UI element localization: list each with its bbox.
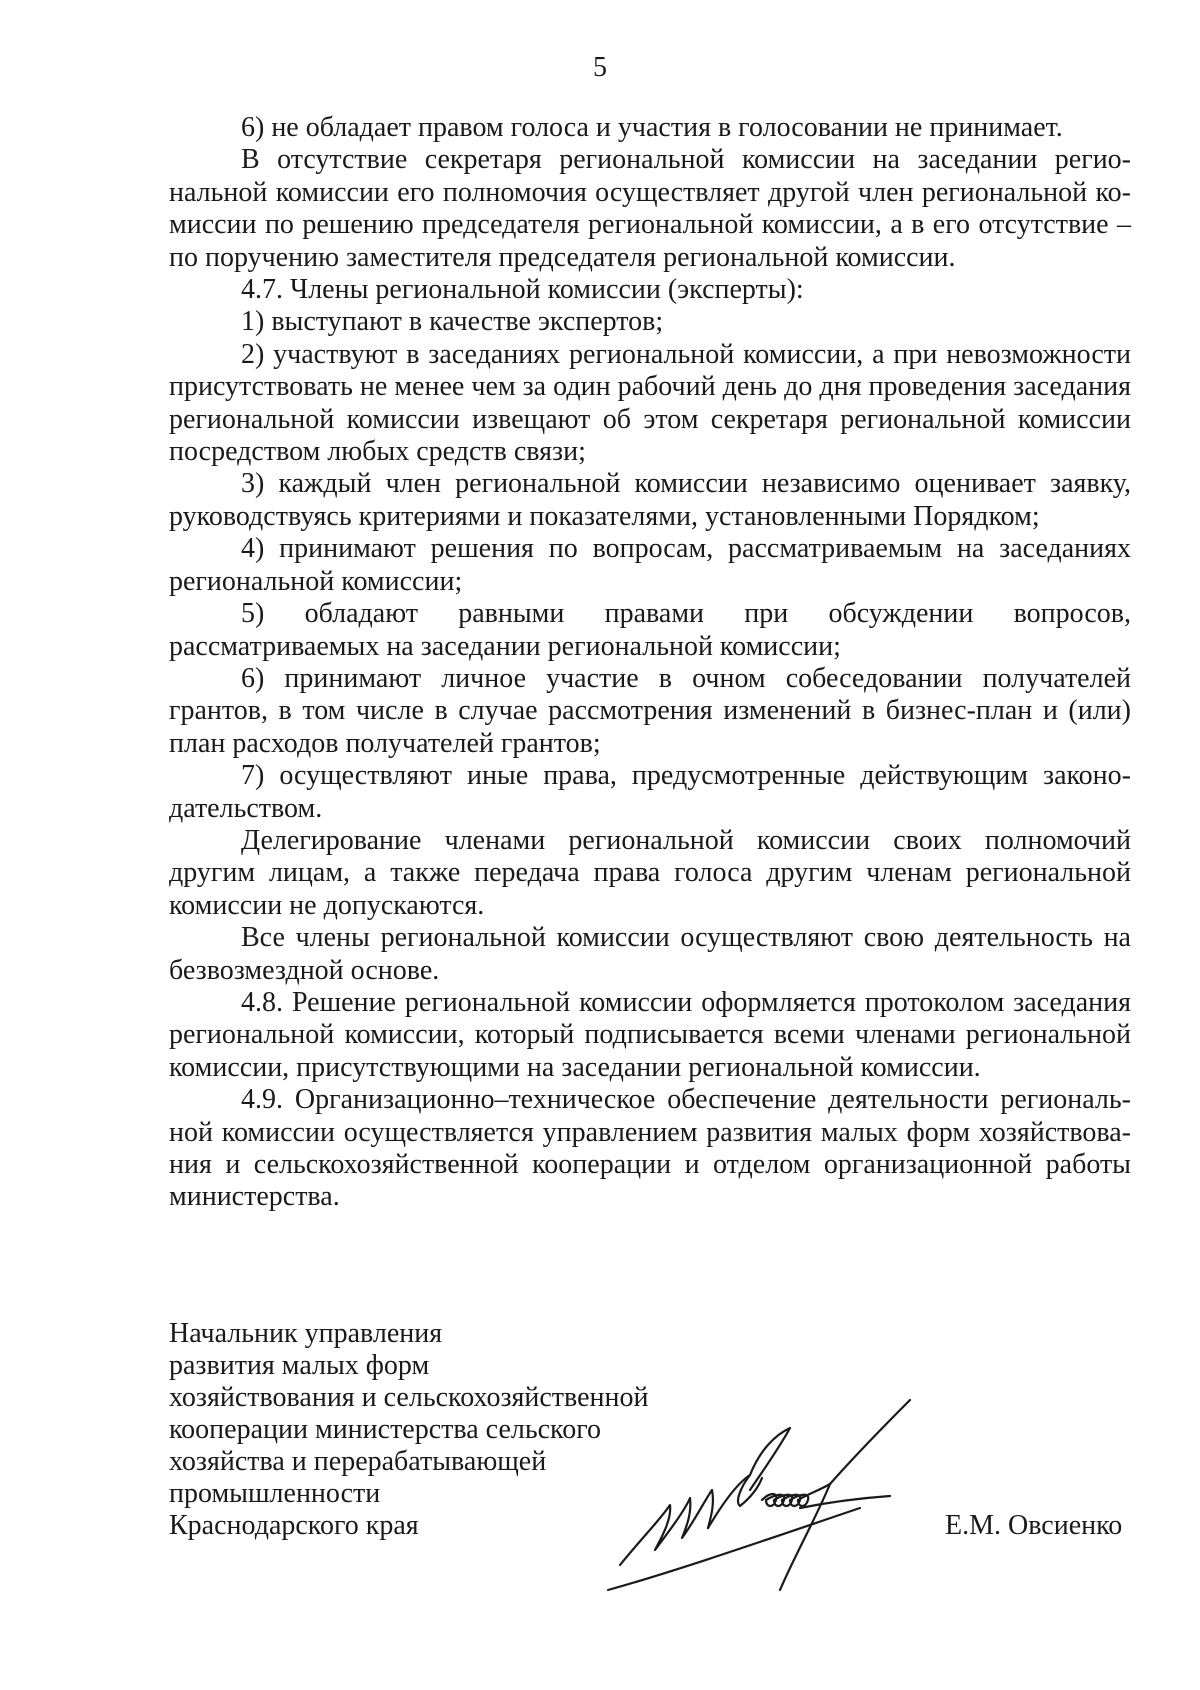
list-item-4: 4) принимают решения по вопросам, рассматриваемым на заседаниях региональной комиссии; xyxy=(169,533,1131,597)
paragraph-secretary-absence: В отсутствие секретаря региональной комиссии на заседании региональной комиссии его полномочия осуществляет другой член региональной комиссии по решению председателя региональной комиссии, а в его отсутствие – по поручению заместителя председателя региональной комиссии. xyxy=(169,144,1131,273)
signatory-title-line: хозяйства и перерабатывающей xyxy=(169,1446,547,1477)
signatory-title-line: кооперации министерства сельского xyxy=(169,1414,602,1445)
section-4-7-heading: 4.7. Члены региональной комиссии (эксперты): xyxy=(241,274,804,306)
paragraph-delegation: Делегирование членами региональной комиссии своих полномочий другим лицам, а также передача права голоса другим членам региональной комиссии не допускаются. xyxy=(169,824,1131,921)
page-number: 5 xyxy=(593,52,607,83)
list-item-1: 1) выступают в качестве экспертов; xyxy=(241,306,664,338)
paragraph-unpaid-basis: Все члены региональной комиссии осуществляют свою деятельность на безвозмездной основе. xyxy=(169,922,1131,986)
list-item-2: 2) участвуют в заседаниях региональной комиссии, а при невозможности присутствовать не менее чем за один рабочий день до дня проведения заседания региональной комиссии извещают об этом секретаря региональной комиссии посредством любых средств связи; xyxy=(169,338,1131,468)
list-item-7: 7) осуществляют иные права, предусмотренные действующим законодательством. xyxy=(169,760,1131,824)
signatory-title-line: Краснодарского края xyxy=(169,1510,419,1541)
list-item-6: 6) принимают личное участие в очном собеседовании получателей грантов, в том числе в случае рассмотрения изменений в бизнес-план и (или) план расходов получателей грантов; xyxy=(169,662,1131,759)
signatory-name: Е.М. Овсиенко xyxy=(945,1510,1123,1541)
signatory-title-line: хозяйствования и сельскохозяйственной xyxy=(169,1382,649,1413)
signatory-title-line: промышленности xyxy=(169,1478,381,1509)
paragraph-item-6-voting: 6) не обладает правом голоса и участия в голосовании не принимает. xyxy=(241,112,1063,143)
document-body xyxy=(169,112,1131,1214)
section-4-9: 4.9. Организационно–техническое обеспечение деятельности региональной комиссии осуществляется управлением развития малых форм хозяйствования и сельскохозяйственной кооперации и отделом организационной работы министерства. xyxy=(169,1084,1131,1213)
signatory-title-line: Начальник управления xyxy=(169,1318,443,1349)
signatory-title-line: развития малых форм xyxy=(169,1350,430,1381)
handwritten-signature xyxy=(600,1380,960,1610)
list-item-3: 3) каждый член региональной комиссии независимо оценивает заявку, руководствуясь критериями и показателями, установленными Порядком; xyxy=(169,468,1131,532)
list-item-5: 5) обладают равными правами при обсуждении вопросов, рассматриваемых на заседании региональной комиссии; xyxy=(169,598,1131,662)
section-4-8: 4.8. Решение региональной комиссии оформляется протоколом заседания региональной комиссии, который подписывается всеми членами региональной комиссии, присутствующими на заседании региональной комиссии. xyxy=(169,986,1131,1083)
